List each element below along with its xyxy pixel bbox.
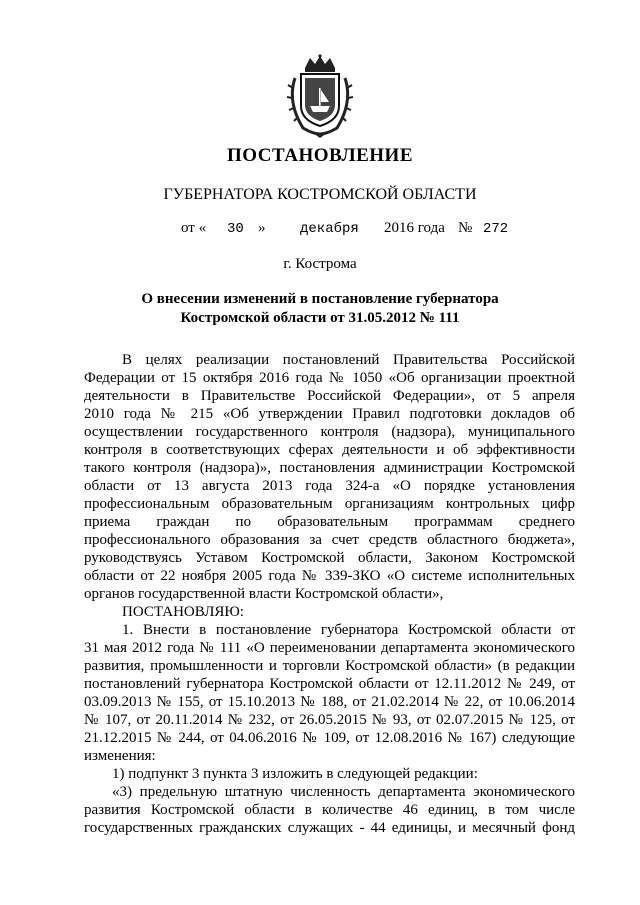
body-line: профессиональным образовательным организациям контрольных цифр (84, 496, 575, 512)
body-line: контроля в соответствующих сферах деятельности и об эффективности (84, 442, 575, 458)
number-sign: № (458, 220, 473, 236)
body-line: такого контроля (надзора)», постановления администрации Костромской (84, 460, 575, 476)
body-line: профессионального образования за счет средств областного бюджета», (84, 532, 575, 548)
issuer-line: ГУБЕРНАТОРА КОСТРОМСКОЙ ОБЛАСТИ (163, 186, 477, 203)
body-line: ПОСТАНОВЛЯЮ: (122, 604, 244, 620)
body-line: 1) подпункт 3 пункта 3 изложить в следующей редакции: (112, 766, 478, 782)
body-line: 1. Внести в постановление губернатора Костромской области от (122, 622, 575, 638)
date-month: декабря (300, 221, 359, 237)
document-title: ПОСТАНОВЛЕНИЕ (226, 145, 414, 166)
coat-of-arms-emblem (283, 54, 357, 138)
body-line: Федерации от 15 октября 2016 года № 1050 «Об организации проектной (84, 370, 575, 386)
body-line: руководствуясь Уставом Костромской области, Законом Костромской (84, 550, 575, 566)
body-line: осуществлении государственного контроля (надзора), муниципального (84, 424, 575, 440)
body-line: 03.09.2013 № 155, от 15.10.2013 № 188, от 21.02.2014 № 22, от 10.06.2014 (84, 694, 575, 710)
body-line: деятельности в Правительстве Российской Федерации», от 5 апреля (84, 388, 575, 404)
body-line: органов государственной власти Костромской области», (84, 586, 444, 602)
document-body (84, 351, 575, 837)
date-from-label: от « (181, 220, 207, 236)
date-year: 2016 года (384, 220, 445, 236)
body-line: «3) предельную штатную численность департамента экономического (112, 784, 575, 800)
document-number: 272 (483, 221, 509, 237)
body-line: 2010 года № 215 «Об утверждении Правил подготовки докладов об (84, 406, 575, 422)
body-line: изменения: (84, 748, 156, 764)
body-line: 21.12.2015 № 244, от 04.06.2016 № 109, от 12.08.2016 № 167) следующие (84, 730, 575, 746)
heading-line: О внесении изменений в постановление губернатора (141, 291, 499, 307)
body-line: государственных гражданских служащих - 44 единицы, и месячный фонд (84, 820, 575, 836)
city-line: г. Кострома (283, 256, 357, 272)
heading-line: Костромской области от 31.05.2012 № 111 (180, 310, 460, 326)
body-line: области от 13 августа 2013 года 324-а «О порядке установления (84, 478, 575, 494)
date-close-quote: » (258, 220, 266, 236)
body-line: № 107, от 20.11.2014 № 232, от 26.05.2015 № 93, от 02.07.2015 № 125, от (84, 712, 575, 728)
body-line: приема граждан по образовательным программам среднего (84, 514, 575, 530)
body-line: В целях реализации постановлений Правительства Российской (122, 352, 575, 368)
body-line: 31 мая 2012 года № 111 «О переименовании департамента экономического (84, 640, 575, 656)
body-line: постановлений губернатора Костромской области от 12.11.2012 № 249, от (84, 676, 575, 692)
date-day: 30 (227, 221, 244, 237)
body-line: развития, промышленности и торговли Костромской области» (в редакции (84, 658, 575, 674)
document-heading (0, 290, 640, 328)
body-line: области от 22 ноября 2005 года № 339-ЗКО «О системе исполнительных (84, 568, 575, 584)
body-line: развития Костромской области в количестве 46 единиц, в том числе (84, 802, 575, 818)
